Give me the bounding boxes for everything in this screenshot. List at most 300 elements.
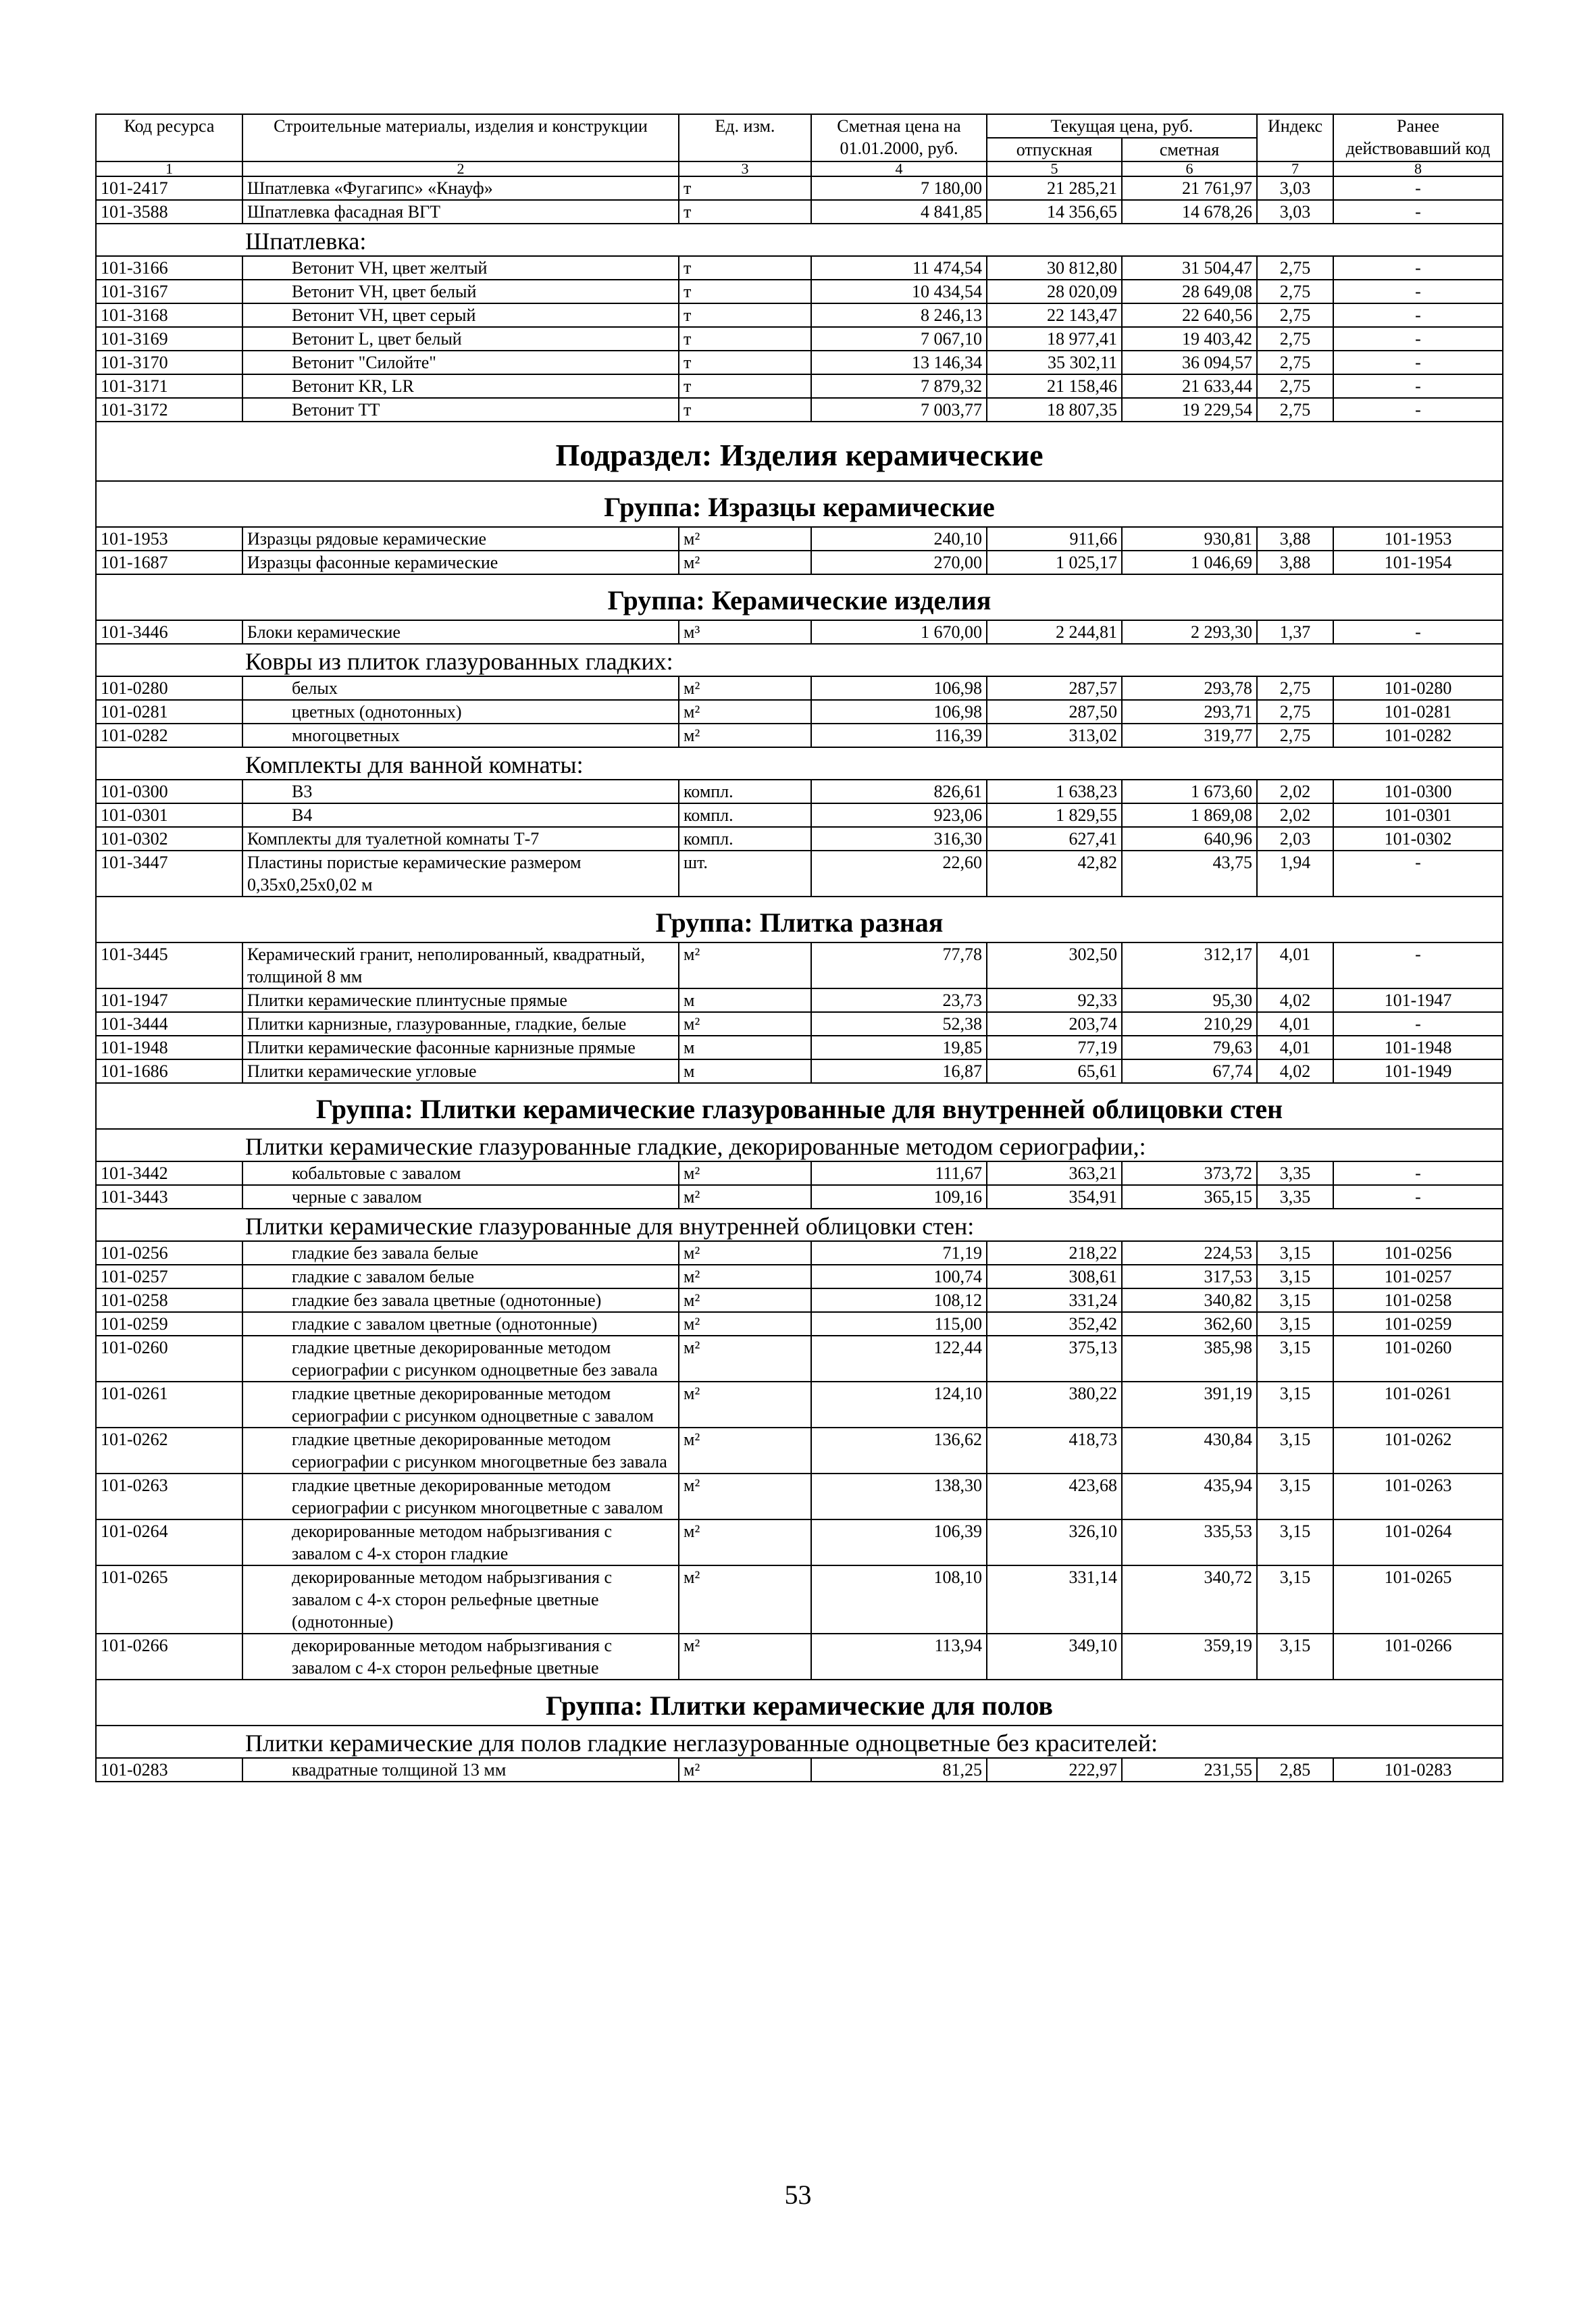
col-price2000-header: Сметная цена на 01.01.2000, руб. bbox=[811, 114, 987, 161]
group-heading: Группа: Плитка разная bbox=[96, 897, 1503, 942]
resource-name: Плитки керамические угловые bbox=[242, 1059, 679, 1083]
resource-name: декорированные методом набрызгивания с завалом с 4-х сторон рельефные цветные (однотонные) bbox=[242, 1565, 679, 1634]
table-row bbox=[96, 988, 1503, 1012]
estimate-price: 21 761,97 bbox=[1122, 176, 1257, 200]
unit: м² bbox=[679, 1312, 811, 1336]
resource-code: 101-3169 bbox=[96, 327, 242, 351]
previous-code: - bbox=[1333, 1161, 1503, 1185]
price-2000: 1 670,00 bbox=[811, 620, 987, 644]
unit: компл. bbox=[679, 803, 811, 827]
resource-code: 101-0263 bbox=[96, 1474, 242, 1519]
previous-code: 101-0264 bbox=[1333, 1519, 1503, 1565]
release-price: 35 302,11 bbox=[987, 351, 1122, 374]
table-row bbox=[96, 676, 1503, 700]
unit: м² bbox=[679, 942, 811, 988]
price-2000: 7 180,00 bbox=[811, 176, 987, 200]
resource-name: В4 bbox=[242, 803, 679, 827]
table-row bbox=[96, 1161, 1503, 1185]
price-2000: 124,10 bbox=[811, 1382, 987, 1428]
unit: м³ bbox=[679, 620, 811, 644]
column-numbers-row bbox=[96, 161, 1503, 176]
resource-code: 101-1948 bbox=[96, 1036, 242, 1059]
release-price: 30 812,80 bbox=[987, 256, 1122, 280]
table-row bbox=[96, 827, 1503, 851]
resource-code: 101-0262 bbox=[96, 1428, 242, 1474]
price-2000: 106,39 bbox=[811, 1519, 987, 1565]
table-row bbox=[96, 1565, 1503, 1634]
estimate-price: 28 649,08 bbox=[1122, 280, 1257, 303]
resource-code: 101-3445 bbox=[96, 942, 242, 988]
resource-code: 101-0280 bbox=[96, 676, 242, 700]
resource-name: декорированные методом набрызгивания с завалом с 4-х сторон гладкие bbox=[242, 1519, 679, 1565]
release-price: 92,33 bbox=[987, 988, 1122, 1012]
price-index: 2,85 bbox=[1257, 1758, 1333, 1782]
release-price: 222,97 bbox=[987, 1758, 1122, 1782]
subgroup-heading-row bbox=[96, 1726, 1503, 1758]
estimate-price: 930,81 bbox=[1122, 527, 1257, 551]
unit: м² bbox=[679, 551, 811, 574]
resource-name: Пластины пористые керамические размером 0,35х0,25х0,02 м bbox=[242, 851, 679, 897]
price-index: 2,75 bbox=[1257, 398, 1333, 422]
unit: компл. bbox=[679, 827, 811, 851]
release-price: 1 638,23 bbox=[987, 780, 1122, 803]
column-number: 1 bbox=[96, 161, 242, 176]
resource-name: Блоки керамические bbox=[242, 620, 679, 644]
price-table bbox=[95, 114, 1503, 1782]
estimate-price: 435,94 bbox=[1122, 1474, 1257, 1519]
resource-code: 101-1687 bbox=[96, 551, 242, 574]
resource-name: черные с завалом bbox=[242, 1185, 679, 1209]
column-number: 8 bbox=[1333, 161, 1503, 176]
price-2000: 13 146,34 bbox=[811, 351, 987, 374]
price-index: 3,15 bbox=[1257, 1519, 1333, 1565]
price-index: 3,03 bbox=[1257, 176, 1333, 200]
group-heading: Группа: Плитки керамические для полов bbox=[96, 1680, 1503, 1726]
table-row bbox=[96, 1185, 1503, 1209]
resource-code: 101-3443 bbox=[96, 1185, 242, 1209]
price-index: 3,15 bbox=[1257, 1265, 1333, 1288]
price-index: 2,75 bbox=[1257, 351, 1333, 374]
estimate-price: 31 504,47 bbox=[1122, 256, 1257, 280]
estimate-price: 95,30 bbox=[1122, 988, 1257, 1012]
price-2000: 19,85 bbox=[811, 1036, 987, 1059]
resource-name: многоцветных bbox=[242, 724, 679, 747]
group-heading-row bbox=[96, 481, 1503, 527]
unit: м² bbox=[679, 1288, 811, 1312]
resource-code: 101-1686 bbox=[96, 1059, 242, 1083]
price-index: 4,01 bbox=[1257, 942, 1333, 988]
resource-name: Ветонит VH, цвет серый bbox=[242, 303, 679, 327]
release-price: 418,73 bbox=[987, 1428, 1122, 1474]
estimate-price: 22 640,56 bbox=[1122, 303, 1257, 327]
unit: м bbox=[679, 1059, 811, 1083]
estimate-price: 14 678,26 bbox=[1122, 200, 1257, 224]
release-price: 28 020,09 bbox=[987, 280, 1122, 303]
price-index: 2,03 bbox=[1257, 827, 1333, 851]
price-2000: 81,25 bbox=[811, 1758, 987, 1782]
price-index: 3,15 bbox=[1257, 1241, 1333, 1265]
estimate-price: 1 673,60 bbox=[1122, 780, 1257, 803]
col-current-header: Текущая цена, руб. bbox=[987, 114, 1257, 138]
previous-code: 101-1947 bbox=[1333, 988, 1503, 1012]
estimate-price: 340,82 bbox=[1122, 1288, 1257, 1312]
previous-code: - bbox=[1333, 303, 1503, 327]
resource-name: Ветонит VH, цвет желтый bbox=[242, 256, 679, 280]
resource-code: 101-0282 bbox=[96, 724, 242, 747]
price-index: 2,02 bbox=[1257, 803, 1333, 827]
resource-code: 101-0258 bbox=[96, 1288, 242, 1312]
resource-name: Изразцы фасонные керамические bbox=[242, 551, 679, 574]
resource-code: 101-3171 bbox=[96, 374, 242, 398]
price-index: 1,37 bbox=[1257, 620, 1333, 644]
subgroup-heading-row bbox=[96, 747, 1503, 780]
resource-name: Изразцы рядовые керамические bbox=[242, 527, 679, 551]
subgroup-heading-row bbox=[96, 644, 1503, 676]
resource-code: 101-0256 bbox=[96, 1241, 242, 1265]
release-price: 1 829,55 bbox=[987, 803, 1122, 827]
subgroup-heading: Плитки керамические для полов гладкие неглазурованные одноцветные без красителей: bbox=[96, 1726, 1503, 1758]
previous-code: 101-0300 bbox=[1333, 780, 1503, 803]
price-index: 2,75 bbox=[1257, 280, 1333, 303]
release-price: 203,74 bbox=[987, 1012, 1122, 1036]
group-heading-row bbox=[96, 897, 1503, 942]
table-row bbox=[96, 724, 1503, 747]
resource-code: 101-3442 bbox=[96, 1161, 242, 1185]
unit: м² bbox=[679, 676, 811, 700]
release-price: 1 025,17 bbox=[987, 551, 1122, 574]
resource-name: гладкие без завала белые bbox=[242, 1241, 679, 1265]
price-index: 2,02 bbox=[1257, 780, 1333, 803]
unit: м² bbox=[679, 1336, 811, 1382]
price-2000: 8 246,13 bbox=[811, 303, 987, 327]
table-row bbox=[96, 176, 1503, 200]
resource-name: гладкие цветные декорированные методом сериографии с рисунком многоцветные с завалом bbox=[242, 1474, 679, 1519]
col-estimate-header: сметная bbox=[1122, 138, 1257, 161]
table-row bbox=[96, 1382, 1503, 1428]
unit: м² bbox=[679, 1519, 811, 1565]
unit: м² bbox=[679, 1634, 811, 1680]
table-row bbox=[96, 303, 1503, 327]
table-row bbox=[96, 1059, 1503, 1083]
resource-code: 101-0302 bbox=[96, 827, 242, 851]
table-row bbox=[96, 351, 1503, 374]
previous-code: - bbox=[1333, 1185, 1503, 1209]
price-index: 2,75 bbox=[1257, 327, 1333, 351]
table-row bbox=[96, 780, 1503, 803]
unit: м² bbox=[679, 1185, 811, 1209]
previous-code: 101-0265 bbox=[1333, 1565, 1503, 1634]
column-number: 2 bbox=[242, 161, 679, 176]
price-index: 3,15 bbox=[1257, 1428, 1333, 1474]
col-name-header: Строительные материалы, изделия и конструкции bbox=[242, 114, 679, 161]
subgroup-heading: Плитки керамические глазурованные для внутренней облицовки стен: bbox=[96, 1209, 1503, 1241]
release-price: 302,50 bbox=[987, 942, 1122, 988]
unit: т bbox=[679, 327, 811, 351]
previous-code: - bbox=[1333, 374, 1503, 398]
unit: т bbox=[679, 303, 811, 327]
previous-code: - bbox=[1333, 176, 1503, 200]
estimate-price: 391,19 bbox=[1122, 1382, 1257, 1428]
resource-code: 101-0265 bbox=[96, 1565, 242, 1634]
column-number: 6 bbox=[1122, 161, 1257, 176]
previous-code: 101-1949 bbox=[1333, 1059, 1503, 1083]
resource-name: Плитки керамические фасонные карнизные прямые bbox=[242, 1036, 679, 1059]
subgroup-heading: Плитки керамические глазурованные гладкие, декорированные методом сериографии,: bbox=[96, 1129, 1503, 1161]
subsection-heading-row bbox=[96, 422, 1503, 481]
previous-code: 101-1953 bbox=[1333, 527, 1503, 551]
resource-name: Шпатлевка «Фугагипс» «Кнауф» bbox=[242, 176, 679, 200]
resource-code: 101-0281 bbox=[96, 700, 242, 724]
release-price: 308,61 bbox=[987, 1265, 1122, 1288]
resource-name: гладкие с завалом цветные (однотонные) bbox=[242, 1312, 679, 1336]
resource-name: Ветонит VH, цвет белый bbox=[242, 280, 679, 303]
release-price: 77,19 bbox=[987, 1036, 1122, 1059]
previous-code: - bbox=[1333, 280, 1503, 303]
previous-code: 101-0281 bbox=[1333, 700, 1503, 724]
group-heading-row bbox=[96, 1680, 1503, 1726]
price-2000: 108,10 bbox=[811, 1565, 987, 1634]
resource-name: декорированные методом набрызгивания с завалом с 4-х сторон рельефные цветные bbox=[242, 1634, 679, 1680]
table-row bbox=[96, 1758, 1503, 1782]
table-row bbox=[96, 620, 1503, 644]
price-2000: 116,39 bbox=[811, 724, 987, 747]
price-2000: 11 474,54 bbox=[811, 256, 987, 280]
resource-code: 101-1953 bbox=[96, 527, 242, 551]
price-index: 3,03 bbox=[1257, 200, 1333, 224]
col-code-header: Код ресурса bbox=[96, 114, 242, 161]
estimate-price: 2 293,30 bbox=[1122, 620, 1257, 644]
price-2000: 4 841,85 bbox=[811, 200, 987, 224]
estimate-price: 224,53 bbox=[1122, 1241, 1257, 1265]
unit: м² bbox=[679, 527, 811, 551]
price-2000: 7 067,10 bbox=[811, 327, 987, 351]
previous-code: - bbox=[1333, 398, 1503, 422]
price-2000: 71,19 bbox=[811, 1241, 987, 1265]
group-heading: Группа: Плитки керамические глазурованные для внутренней облицовки стен bbox=[96, 1083, 1503, 1129]
resource-code: 101-0264 bbox=[96, 1519, 242, 1565]
price-2000: 52,38 bbox=[811, 1012, 987, 1036]
resource-name: цветных (однотонных) bbox=[242, 700, 679, 724]
estimate-price: 365,15 bbox=[1122, 1185, 1257, 1209]
price-2000: 240,10 bbox=[811, 527, 987, 551]
table-body bbox=[96, 176, 1503, 1782]
price-2000: 106,98 bbox=[811, 700, 987, 724]
resource-name: гладкие цветные декорированные методом сериографии с рисунком одноцветные с завалом bbox=[242, 1382, 679, 1428]
estimate-price: 319,77 bbox=[1122, 724, 1257, 747]
unit: т bbox=[679, 280, 811, 303]
price-2000: 826,61 bbox=[811, 780, 987, 803]
price-2000: 23,73 bbox=[811, 988, 987, 1012]
estimate-price: 312,17 bbox=[1122, 942, 1257, 988]
price-2000: 136,62 bbox=[811, 1428, 987, 1474]
price-index: 3,88 bbox=[1257, 527, 1333, 551]
previous-code: - bbox=[1333, 620, 1503, 644]
table-row bbox=[96, 1336, 1503, 1382]
unit: м² bbox=[679, 1241, 811, 1265]
resource-name: Ветонит "Силойте" bbox=[242, 351, 679, 374]
price-2000: 138,30 bbox=[811, 1474, 987, 1519]
price-2000: 7 003,77 bbox=[811, 398, 987, 422]
resource-code: 101-0261 bbox=[96, 1382, 242, 1428]
previous-code: 101-0301 bbox=[1333, 803, 1503, 827]
price-2000: 100,74 bbox=[811, 1265, 987, 1288]
table-row bbox=[96, 851, 1503, 897]
group-heading: Группа: Изразцы керамические bbox=[96, 481, 1503, 527]
resource-code: 101-3167 bbox=[96, 280, 242, 303]
estimate-price: 19 403,42 bbox=[1122, 327, 1257, 351]
table-row bbox=[96, 1012, 1503, 1036]
resource-name: Комплекты для туалетной комнаты Т-7 bbox=[242, 827, 679, 851]
subgroup-heading-row bbox=[96, 224, 1503, 256]
unit: м² bbox=[679, 1565, 811, 1634]
release-price: 14 356,65 bbox=[987, 200, 1122, 224]
estimate-price: 359,19 bbox=[1122, 1634, 1257, 1680]
estimate-price: 43,75 bbox=[1122, 851, 1257, 897]
previous-code: - bbox=[1333, 327, 1503, 351]
unit: т bbox=[679, 200, 811, 224]
resource-name: Ветонит ТТ bbox=[242, 398, 679, 422]
resource-code: 101-2417 bbox=[96, 176, 242, 200]
unit: шт. bbox=[679, 851, 811, 897]
estimate-price: 67,74 bbox=[1122, 1059, 1257, 1083]
table-row bbox=[96, 700, 1503, 724]
release-price: 352,42 bbox=[987, 1312, 1122, 1336]
table-row bbox=[96, 1288, 1503, 1312]
unit: м² bbox=[679, 1382, 811, 1428]
unit: м² bbox=[679, 1161, 811, 1185]
release-price: 313,02 bbox=[987, 724, 1122, 747]
previous-code: 101-0259 bbox=[1333, 1312, 1503, 1336]
unit: м bbox=[679, 1036, 811, 1059]
estimate-price: 335,53 bbox=[1122, 1519, 1257, 1565]
resource-code: 101-0260 bbox=[96, 1336, 242, 1382]
table-row bbox=[96, 1036, 1503, 1059]
unit: м² bbox=[679, 1474, 811, 1519]
previous-code: 101-0260 bbox=[1333, 1336, 1503, 1382]
price-index: 4,02 bbox=[1257, 988, 1333, 1012]
col-release-header: отпускная bbox=[987, 138, 1122, 161]
table-row bbox=[96, 1474, 1503, 1519]
subsection-heading: Подраздел: Изделия керамические bbox=[96, 422, 1503, 481]
table-row bbox=[96, 374, 1503, 398]
price-index: 4,02 bbox=[1257, 1059, 1333, 1083]
column-number: 5 bbox=[987, 161, 1122, 176]
price-index: 2,75 bbox=[1257, 374, 1333, 398]
estimate-price: 317,53 bbox=[1122, 1265, 1257, 1288]
estimate-price: 79,63 bbox=[1122, 1036, 1257, 1059]
estimate-price: 36 094,57 bbox=[1122, 351, 1257, 374]
price-index: 2,75 bbox=[1257, 303, 1333, 327]
resource-code: 101-3172 bbox=[96, 398, 242, 422]
resource-name: гладкие цветные декорированные методом сериографии с рисунком одноцветные без завала bbox=[242, 1336, 679, 1382]
resource-code: 101-1947 bbox=[96, 988, 242, 1012]
col-prev-header: Ранее действовавший код bbox=[1333, 114, 1503, 161]
estimate-price: 430,84 bbox=[1122, 1428, 1257, 1474]
price-index: 3,15 bbox=[1257, 1336, 1333, 1382]
resource-code: 101-0259 bbox=[96, 1312, 242, 1336]
resource-name: гладкие с завалом белые bbox=[242, 1265, 679, 1288]
price-index: 3,15 bbox=[1257, 1312, 1333, 1336]
previous-code: 101-1954 bbox=[1333, 551, 1503, 574]
resource-name: Плитки карнизные, глазурованные, гладкие, белые bbox=[242, 1012, 679, 1036]
resource-code: 101-3170 bbox=[96, 351, 242, 374]
release-price: 42,82 bbox=[987, 851, 1122, 897]
price-index: 3,88 bbox=[1257, 551, 1333, 574]
previous-code: - bbox=[1333, 942, 1503, 988]
resource-code: 101-3168 bbox=[96, 303, 242, 327]
unit: м² bbox=[679, 700, 811, 724]
table-row bbox=[96, 1265, 1503, 1288]
release-price: 911,66 bbox=[987, 527, 1122, 551]
price-index: 2,75 bbox=[1257, 676, 1333, 700]
resource-code: 101-0301 bbox=[96, 803, 242, 827]
estimate-price: 21 633,44 bbox=[1122, 374, 1257, 398]
previous-code: 101-0283 bbox=[1333, 1758, 1503, 1782]
unit: т bbox=[679, 256, 811, 280]
resource-code: 101-3446 bbox=[96, 620, 242, 644]
release-price: 65,61 bbox=[987, 1059, 1122, 1083]
table-row bbox=[96, 200, 1503, 224]
unit: м² bbox=[679, 1758, 811, 1782]
table-row bbox=[96, 1428, 1503, 1474]
table-row bbox=[96, 942, 1503, 988]
previous-code: 101-0282 bbox=[1333, 724, 1503, 747]
price-2000: 115,00 bbox=[811, 1312, 987, 1336]
price-2000: 109,16 bbox=[811, 1185, 987, 1209]
estimate-price: 385,98 bbox=[1122, 1336, 1257, 1382]
previous-code: 101-0302 bbox=[1333, 827, 1503, 851]
subgroup-heading-row bbox=[96, 1209, 1503, 1241]
previous-code: 101-1948 bbox=[1333, 1036, 1503, 1059]
release-price: 21 158,46 bbox=[987, 374, 1122, 398]
release-price: 331,24 bbox=[987, 1288, 1122, 1312]
estimate-price: 640,96 bbox=[1122, 827, 1257, 851]
resource-name: Ветонит KR, LR bbox=[242, 374, 679, 398]
resource-code: 101-0283 bbox=[96, 1758, 242, 1782]
resource-name: кобальтовые с завалом bbox=[242, 1161, 679, 1185]
col-index-header: Индекс bbox=[1257, 114, 1333, 161]
resource-code: 101-3166 bbox=[96, 256, 242, 280]
estimate-price: 231,55 bbox=[1122, 1758, 1257, 1782]
unit: т bbox=[679, 351, 811, 374]
column-number: 4 bbox=[811, 161, 987, 176]
price-2000: 22,60 bbox=[811, 851, 987, 897]
price-2000: 270,00 bbox=[811, 551, 987, 574]
resource-code: 101-3444 bbox=[96, 1012, 242, 1036]
release-price: 287,57 bbox=[987, 676, 1122, 700]
release-price: 218,22 bbox=[987, 1241, 1122, 1265]
unit: м² bbox=[679, 1265, 811, 1288]
price-index: 3,35 bbox=[1257, 1161, 1333, 1185]
resource-name: белых bbox=[242, 676, 679, 700]
column-number: 3 bbox=[679, 161, 811, 176]
table-row bbox=[96, 1634, 1503, 1680]
previous-code: 101-0256 bbox=[1333, 1241, 1503, 1265]
release-price: 380,22 bbox=[987, 1382, 1122, 1428]
estimate-price: 210,29 bbox=[1122, 1012, 1257, 1036]
release-price: 331,14 bbox=[987, 1565, 1122, 1634]
price-2000: 106,98 bbox=[811, 676, 987, 700]
resource-name: Шпатлевка фасадная ВГТ bbox=[242, 200, 679, 224]
estimate-price: 293,71 bbox=[1122, 700, 1257, 724]
price-2000: 7 879,32 bbox=[811, 374, 987, 398]
price-index: 1,94 bbox=[1257, 851, 1333, 897]
release-price: 22 143,47 bbox=[987, 303, 1122, 327]
resource-name: В3 bbox=[242, 780, 679, 803]
price-index: 3,15 bbox=[1257, 1382, 1333, 1428]
resource-code: 101-0300 bbox=[96, 780, 242, 803]
page-number: 53 bbox=[784, 2180, 812, 2210]
